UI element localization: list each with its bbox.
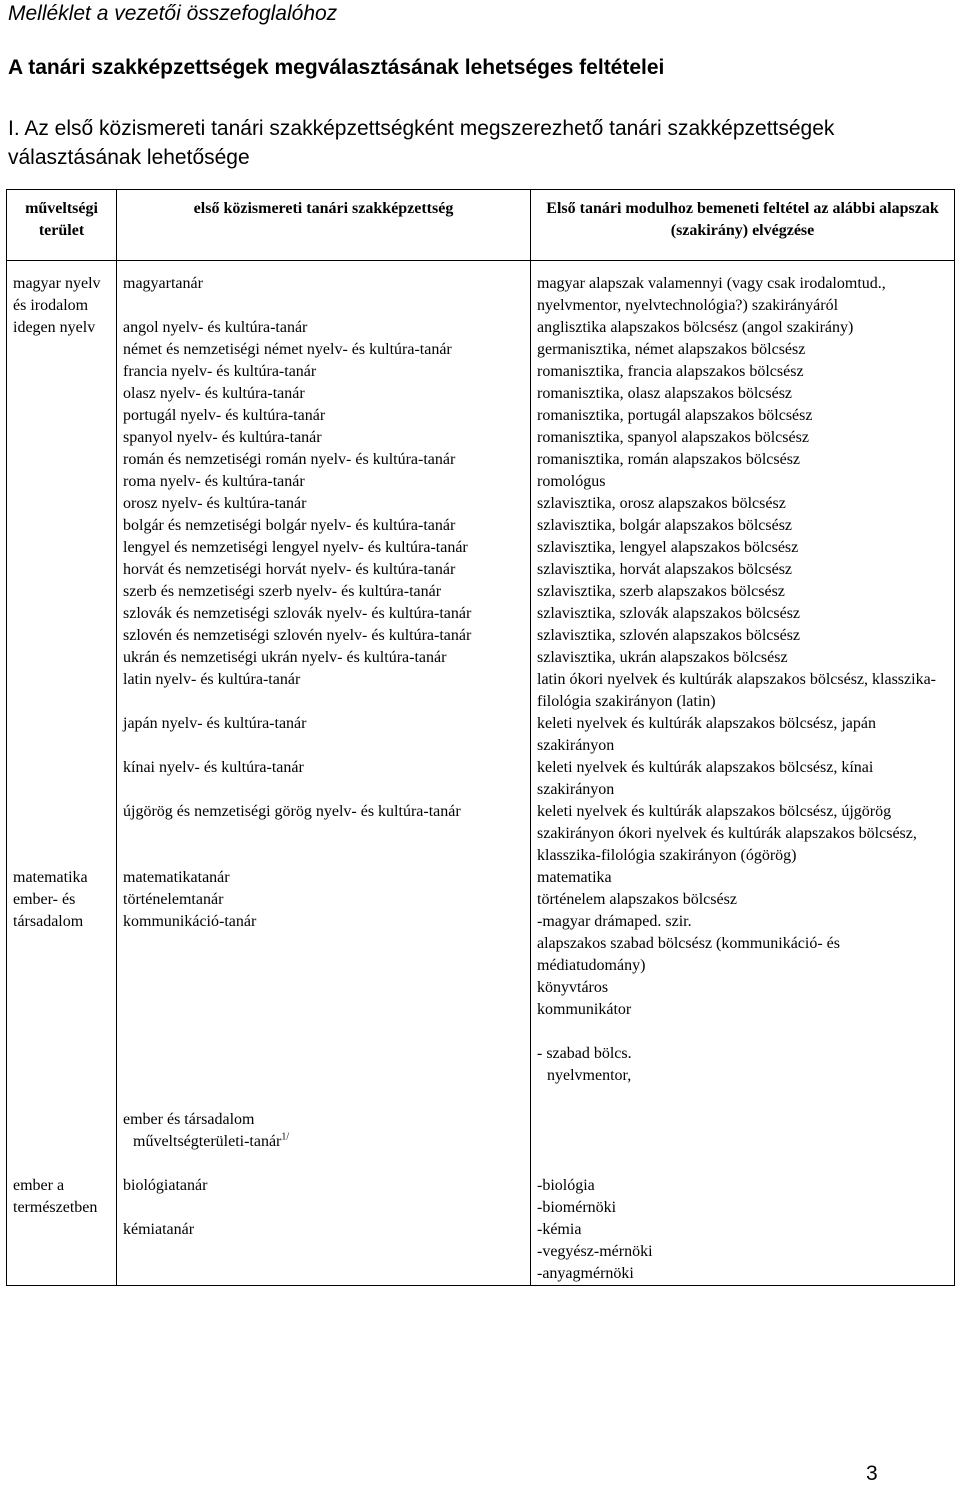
requirement-cell: szlavisztika, horvát alapszakos bölcsész	[531, 559, 955, 581]
header-area: műveltségi terület	[7, 190, 117, 261]
page-number: 3	[866, 1462, 878, 1485]
table-row	[7, 801, 955, 867]
qualification-cell: horvát és nemzetiségi horvát nyelv- és kultúra-tanár	[117, 559, 531, 581]
area-cell: matematika	[7, 867, 117, 889]
table-row	[7, 669, 955, 713]
table-row	[7, 449, 955, 471]
requirement-bioengineering: -biomérnöki	[537, 1199, 617, 1216]
table-row	[7, 427, 955, 449]
qualification-cell: szerb és nemzetiségi szerb nyelv- és kultúra-tanár	[117, 581, 531, 603]
table-header-row	[7, 190, 955, 261]
requirement-language-mentor: nyelvmentor,	[547, 1067, 632, 1084]
table-row	[7, 757, 955, 801]
qualification-cell	[117, 1175, 531, 1286]
table-row	[7, 537, 955, 559]
requirement-cell: keleti nyelvek és kultúrák alapszakos bölcsész, újgörög szakirányon ókori nyelvek és kultúrák alapszakos bölcsész, klasszika-filológia szakirányon (ógörög)	[531, 801, 955, 867]
requirement-biology: -biológia	[537, 1177, 595, 1194]
table-row	[7, 603, 955, 625]
qualification-cell: portugál nyelv- és kultúra-tanár	[117, 405, 531, 427]
requirement-communication-3: könyvtáros	[537, 979, 609, 996]
qualification-cell: latin nyelv- és kultúra-tanár	[117, 669, 531, 713]
requirement-cell: romanisztika, spanyol alapszakos bölcsész	[531, 427, 955, 449]
area-cell: magyar nyelv és irodalom	[7, 261, 117, 318]
qualification-cell: magyartanár	[117, 261, 531, 318]
qualification-civic-line1: ember és társadalom	[123, 1111, 255, 1128]
requirement-cell: szlavisztika, orosz alapszakos bölcsész	[531, 493, 955, 515]
requirement-cell: szlavisztika, lengyel alapszakos bölcsész	[531, 537, 955, 559]
qualification-history: történelemtanár	[123, 891, 224, 908]
table-row	[7, 515, 955, 537]
qualification-cell: német és nemzetiségi német nyelv- és kultúra-tanár	[117, 339, 531, 361]
table-row-ember-termeszet	[7, 1175, 955, 1286]
qualification-cell: matematikatanár	[117, 867, 531, 889]
qualification-cell: lengyel és nemzetiségi lengyel nyelv- és kultúra-tanár	[117, 537, 531, 559]
qualification-cell: újgörög és nemzetiségi görög nyelv- és kultúra-tanár	[117, 801, 531, 867]
table-row	[7, 581, 955, 603]
table-row	[7, 339, 955, 361]
requirement-cell: keleti nyelvek és kultúrák alapszakos bölcsész, kínai szakirányon	[531, 757, 955, 801]
requirement-cell: szlavisztika, bolgár alapszakos bölcsész	[531, 515, 955, 537]
requirement-cell: romanisztika, román alapszakos bölcsész	[531, 449, 955, 471]
document-header: Melléklet a vezetői összefoglalóhoz	[8, 2, 338, 25]
requirement-cell: romanisztika, francia alapszakos bölcsész	[531, 361, 955, 383]
table-row-magyar	[7, 261, 955, 318]
table-row	[7, 471, 955, 493]
requirement-cell: romológus	[531, 471, 955, 493]
qualification-cell: spanyol nyelv- és kultúra-tanár	[117, 427, 531, 449]
requirement-cell: szlavisztika, ukrán alapszakos bölcsész	[531, 647, 955, 669]
qualification-cell: angol nyelv- és kultúra-tanár	[117, 317, 531, 339]
table-row	[7, 317, 955, 339]
qualification-biology: biológiatanár	[123, 1177, 208, 1194]
requirement-communication-2: alapszakos szabad bölcsész (kommunikáció- és médiatudomány)	[537, 935, 841, 974]
area-cell: ember a természetben	[7, 1175, 117, 1286]
requirement-history: történelem alapszakos bölcsész	[537, 891, 737, 908]
qualification-cell: szlovák és nemzetiségi szlovák nyelv- és kultúra-tanár	[117, 603, 531, 625]
qualification-cell: orosz nyelv- és kultúra-tanár	[117, 493, 531, 515]
qualification-cell: ukrán és nemzetiségi ukrán nyelv- és kultúra-tanár	[117, 647, 531, 669]
table-row	[7, 405, 955, 427]
document-title: A tanári szakképzettségek megválasztásának lehetséges feltételei	[8, 56, 665, 79]
requirement-cell: germanisztika, német alapszakos bölcsész	[531, 339, 955, 361]
requirement-cell: szlavisztika, szlovák alapszakos bölcsész	[531, 603, 955, 625]
qualification-chemistry: kémiatanár	[123, 1221, 195, 1238]
qualification-cell: román és nemzetiségi román nyelv- és kultúra-tanár	[117, 449, 531, 471]
qualification-cell: roma nyelv- és kultúra-tanár	[117, 471, 531, 493]
requirement-cell: anglisztika alapszakos bölcsész (angol szakirány)	[531, 317, 955, 339]
table-row	[7, 361, 955, 383]
requirement-chemistry: -kémia	[537, 1221, 582, 1238]
qualification-civic-line2: műveltségterületi-tanár$^{1/}$	[133, 1131, 290, 1150]
requirement-cell: szlavisztika, szerb alapszakos bölcsész	[531, 581, 955, 603]
requirement-cell: matematika	[531, 867, 955, 889]
table-row	[7, 559, 955, 581]
table-row-matematika	[7, 867, 955, 889]
qualification-cell: olasz nyelv- és kultúra-tanár	[117, 383, 531, 405]
qualification-cell	[117, 889, 531, 1175]
qualification-cell: kínai nyelv- és kultúra-tanár	[117, 757, 531, 801]
requirement-cell: romanisztika, olasz alapszakos bölcsész	[531, 383, 955, 405]
table-row-ember-tarsadalom	[7, 889, 955, 1175]
requirement-materials-engineering: -anyagmérnöki	[537, 1265, 634, 1282]
requirement-cell: szlavisztika, szlovén alapszakos bölcsész	[531, 625, 955, 647]
requirement-cell	[531, 889, 955, 1175]
header-qualification: első közismereti tanári szakképzettség	[117, 190, 531, 261]
area-cell: ember- és társadalom	[7, 889, 117, 1175]
table-row	[7, 625, 955, 647]
table-row	[7, 383, 955, 405]
requirement-communication-4: kommunikátor	[537, 1001, 632, 1018]
qualification-cell: bolgár és nemzetiségi bolgár nyelv- és kultúra-tanár	[117, 515, 531, 537]
requirement-cell: latin ókori nyelvek és kultúrák alapszakos bölcsész, klasszika-filológia szakirányon (latin)	[531, 669, 955, 713]
section-title: I. Az első közismereti tanári szakképzettségként megszerezhető tanári szakképzettségek választásának lehetősége	[8, 117, 835, 169]
footnote-mark: 1/	[281, 1131, 290, 1143]
qualification-communication: kommunikáció-tanár	[123, 913, 257, 930]
qualification-cell: szlovén és nemzetiségi szlovén nyelv- és kultúra-tanár	[117, 625, 531, 647]
requirement-cell: keleti nyelvek és kultúrák alapszakos bölcsész, japán szakirányon	[531, 713, 955, 757]
qualification-cell: francia nyelv- és kultúra-tanár	[117, 361, 531, 383]
requirement-cell: romanisztika, portugál alapszakos bölcsész	[531, 405, 955, 427]
qualification-table	[6, 189, 955, 1286]
table-row	[7, 647, 955, 669]
requirement-cell: magyar alapszak valamennyi (vagy csak irodalomtud., nyelvmentor, nyelvtechnológia?) szakirányáról	[531, 261, 955, 318]
header-requirement: Első tanári modulhoz bemeneti feltétel az alábbi alapszak (szakirány) elvégzése	[531, 190, 955, 261]
requirement-cell	[531, 1175, 955, 1286]
requirement-chem-engineering: -vegyész-mérnöki	[537, 1243, 653, 1260]
table-row	[7, 713, 955, 757]
requirement-free-arts: - szabad bölcs.	[537, 1045, 632, 1062]
qualification-cell: japán nyelv- és kultúra-tanár	[117, 713, 531, 757]
table-row	[7, 493, 955, 515]
requirement-communication-1: -magyar drámaped. szir.	[537, 913, 692, 930]
area-cell: idegen nyelv	[7, 317, 117, 339]
